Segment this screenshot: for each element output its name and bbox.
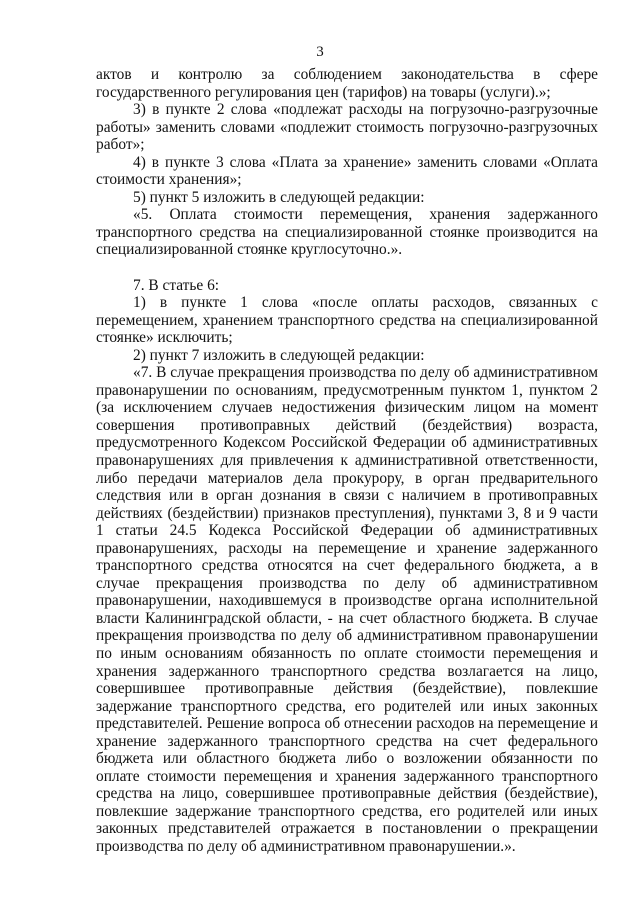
paragraph-item-1: 1) в пункте 1 слова «после оплаты расходов, связанных с перемещением, хранением транспортного средства на специализированной стоянке» исключить;: [96, 294, 598, 347]
paragraph-item-4: 4) в пункте 3 слова «Плата за хранение» заменить словами «Оплата стоимости хранения»;: [96, 153, 598, 189]
page-number: 3: [316, 44, 324, 60]
document-body: [96, 66, 598, 856]
paragraph-quote-5: «5. Оплата стоимости перемещения, хранения задержанного транспортного средства на специализированной стоянке производится на специализированной стоянке круглосуточно.».: [96, 206, 598, 259]
article-6-heading: 7. В статье 6:: [133, 276, 220, 294]
paragraph-item-3: 3) в пункте 2 слова «подлежат расходы на погрузочно-разгрузочные работы» заменить словами «подлежит стоимость погрузочно-разгрузочных работ»;: [96, 101, 598, 154]
paragraph-quote-7: «7. В случае прекращения производства по делу об административном правонарушении по основаниям, предусмотренным пунктом 1, пунктом 2 (за исключением случаев недостижения физическим лицом на момент совершения противоправных действий (бездействия) возраста, предусмотренного Кодексом Российской Федерации об административных правонарушениях для привлечения к административной ответственности, либо передачи материалов дела прокурору, в орган предварительного следствия или в орган дознания в связи с наличием в противоправных действиях (бездействии) признаков преступления), пунктами 3, 8 и 9 части 1 статьи 24.5 Кодекса Российской Федерации об административных правонарушениях, расходы на перемещение и хранение задержанного транспортного средства относятся на счет федерального бюджета, а в случае прекращения производства по делу об административном правонарушении, находившемуся в производстве органа исполнительной власти Калининградской области, - на счет областного бюджета. В случае прекращения производства по делу об административном правонарушении по иным основаниям обязанность по оплате стоимости перемещения и хранения задержанного транспортного средства возлагается на лицо, совершившее противоправные действия (бездействие), повлекшие задержание транспортного средства, его родителей или иных законных представителей. Решение вопроса об отнесении расходов на перемещение и хранение задержанного транспортного средства на счет федерального бюджета или областного бюджета либо о возложении обязанности по оплате стоимости перемещения и хранения задержанного транспортного средства на лицо, совершившее противоправные действия (бездействие), повлекшие задержание транспортного средства, его родителей или иных законных представителей отражается в постановлении о прекращении производства по делу об административном правонарушении.».: [96, 364, 598, 856]
paragraph-item-2: 2) пункт 7 изложить в следующей редакции:: [133, 346, 425, 364]
paragraph-item-5: 5) пункт 5 изложить в следующей редакции:: [133, 188, 425, 206]
paragraph-continuation: актов и контролю за соблюдением законодательства в сфере государственного регулирования цен (тарифов) на товары (услуги).»;: [96, 66, 598, 101]
